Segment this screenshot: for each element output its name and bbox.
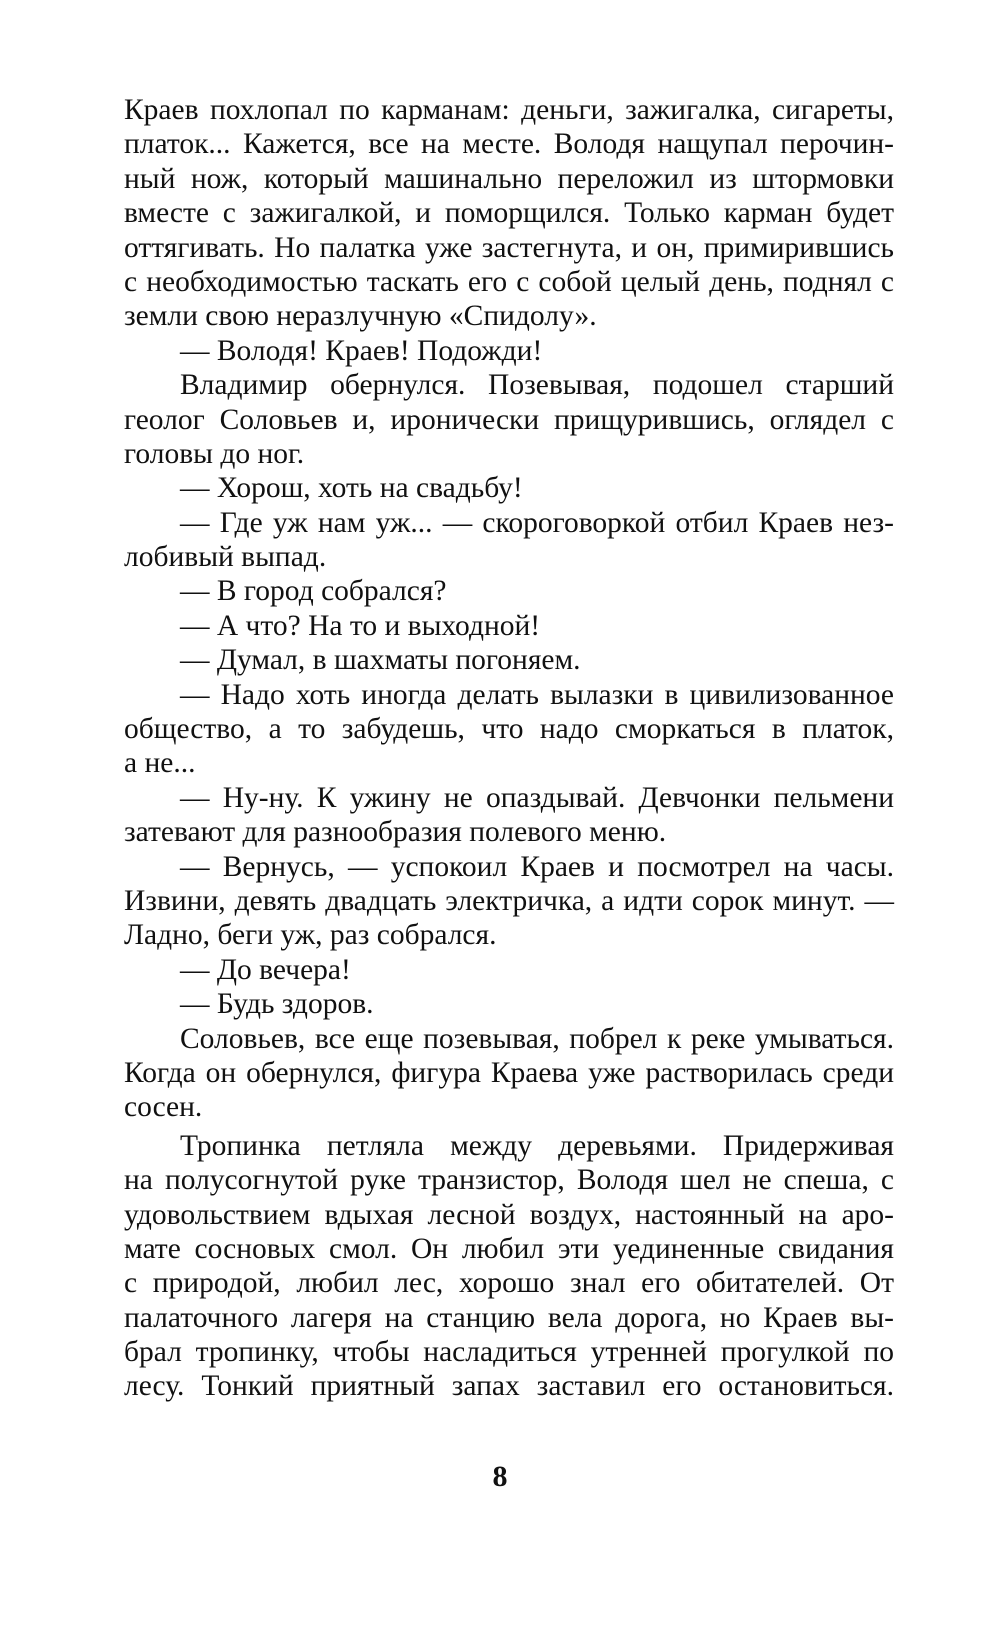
text-line: ный нож, который машинально переложил из штормовки (124, 162, 894, 195)
text-line: лобивый выпад. (124, 541, 327, 574)
text-line: — В город собрался? (180, 575, 447, 608)
text-line: затевают для разнообразия полевого меню. (124, 816, 667, 849)
text-line: земли свою неразлучную «Спидолу». (124, 300, 597, 333)
text-line: — Хорош, хоть на свадьбу! (180, 472, 523, 505)
text-line: — Вернусь, — успокоил Краев и посмотрел на часы. (180, 850, 894, 883)
text-line: Соловьев, все еще позевывая, побрел к реке умываться. (180, 1022, 894, 1055)
text-line: — Где уж нам уж... — скороговоркой отбил Краев нез- (180, 506, 894, 539)
text-line: Тропинка петляла между деревьями. Придерживая (180, 1129, 894, 1162)
text-line: мате сосновых смол. Он любил эти уединенные свидания (124, 1232, 894, 1265)
page-number: 8 (492, 1460, 508, 1493)
text-line: — Володя! Краев! Подожди! (180, 334, 543, 367)
text-line: платок... Кажется, все на месте. Володя нащупал перочин- (124, 128, 894, 161)
text-line: сосен. (124, 1091, 203, 1124)
text-line: Извини, девять двадцать электричка, а идти сорок минут. — (124, 884, 894, 917)
text-line: на полусогнутой руке транзистор, Володя шел не спеша, с (124, 1164, 894, 1197)
text-line: — До вечера! (180, 953, 351, 986)
text-block (124, 93, 894, 1404)
text-line: — Будь здоров. (180, 988, 374, 1021)
text-line: оттягивать. Но палатка уже застегнута, и он, примирившись (124, 231, 894, 264)
text-line: — Думал, в шахматы погоняем. (180, 644, 581, 677)
text-line: а не... (124, 747, 196, 780)
text-line: головы до ног. (124, 437, 305, 470)
text-line: Владимир обернулся. Позевывая, подошел старший (180, 369, 894, 402)
text-line: палаточного лагеря на станцию вела дорога, но Краев вы- (124, 1301, 894, 1334)
text-line: с необходимостью таскать его с собой целый день, поднял с (124, 265, 894, 298)
text-line: Краев похлопал по карманам: деньги, зажигалка, сигареты, (124, 94, 894, 126)
text-line: с природой, любил лес, хорошо знал его обитателей. От (124, 1267, 894, 1300)
text-line: брал тропинку, чтобы насладиться утренней прогулкой по (124, 1336, 894, 1369)
text-line: лесу. Тонкий приятный запах заставил его остановиться. (124, 1370, 894, 1403)
text-line: вместе с зажигалкой, и поморщился. Только карман будет (124, 197, 894, 230)
text-line: Когда он обернулся, фигура Краева уже растворилась среди (124, 1056, 894, 1089)
text-line: — Надо хоть иногда делать вылазки в цивилизованное (180, 678, 894, 711)
text-line: общество, а то забудешь, что надо сморкаться в платок, (124, 713, 894, 746)
text-line: — Ну-ну. К ужину не опаздывай. Девчонки пельмени (180, 781, 894, 814)
text-line: Ладно, беги уж, раз собрался. (124, 919, 497, 952)
text-line: — А что? На то и выходной! (180, 609, 541, 642)
text-line: геолог Соловьев и, иронически прищурившись, оглядел с (124, 403, 894, 436)
page-body (124, 93, 894, 1404)
text-line: удовольствием вдыхая лесной воздух, настоянный на аро- (124, 1198, 894, 1231)
